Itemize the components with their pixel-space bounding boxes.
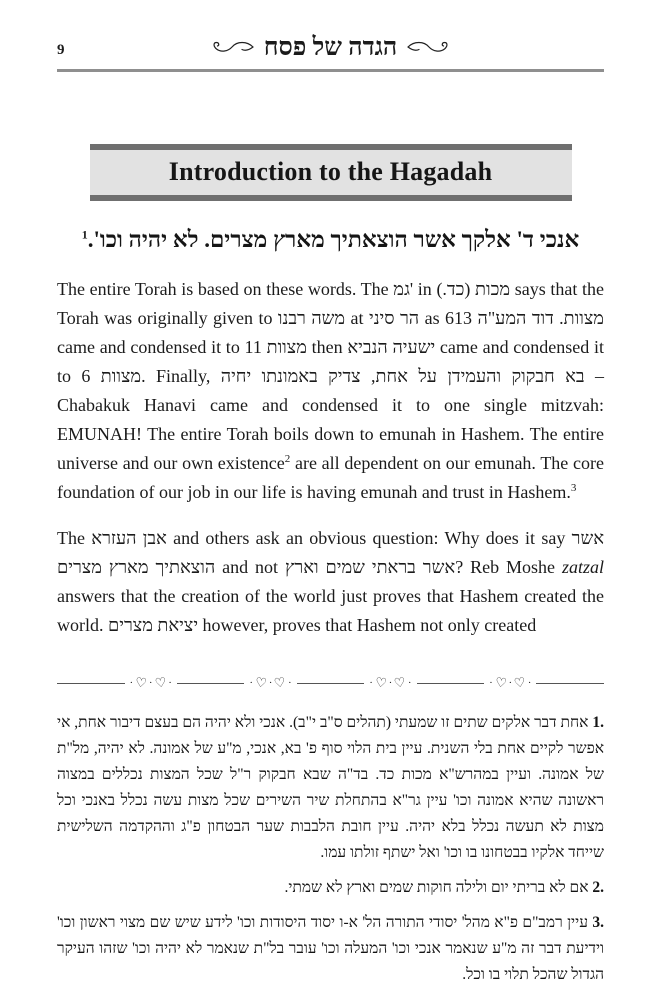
divider-line bbox=[417, 683, 485, 684]
header-title: הגדה של פסח bbox=[263, 34, 398, 61]
dot-icon: · bbox=[527, 676, 532, 689]
dot-icon: · bbox=[268, 676, 273, 689]
divider-line bbox=[536, 683, 604, 684]
section-title-box bbox=[90, 144, 572, 201]
dot-icon: · bbox=[249, 676, 254, 689]
heart-ornament-icon: ♡ bbox=[493, 674, 508, 692]
dot-icon: · bbox=[288, 676, 292, 689]
body-paragraph-1 bbox=[57, 275, 604, 507]
divider-line bbox=[177, 683, 245, 684]
paragraph-text: The entire Torah is based on these words. The גמ' in מכות (כד.) says that the Torah was originally given to משה רבנו at הר סיני as 613 מצוות. דוד המע"ה came and condensed it to 11 מצוות then ישעיה הנביא came and condensed it to 6 מצוות. Finally, בא חבקוק והעמידן על אחת, צדיק באמונתו יחיה – Chabakuk Hanavi came and condensed it to one single mitzvah: EMUNAH! The entire Torah boils down to emunah in Hashem. The entire universe and our own existence bbox=[57, 278, 605, 473]
footnote-number: 1. bbox=[592, 713, 604, 731]
heart-ornament-icon: ♡ bbox=[254, 674, 268, 692]
footnote-ref-2: 2 bbox=[284, 452, 291, 465]
title-box-bottom-bar bbox=[90, 195, 572, 201]
flourish-swirl-icon bbox=[209, 39, 255, 56]
footnote-number: 3. bbox=[592, 913, 604, 931]
ornament-group bbox=[125, 674, 177, 692]
heart-ornament-icon: ♡ bbox=[373, 674, 388, 692]
dot-icon: · bbox=[168, 676, 172, 689]
header-rule bbox=[57, 69, 604, 72]
dot-icon: · bbox=[388, 676, 393, 689]
dot-icon: · bbox=[407, 676, 412, 689]
dot-icon: · bbox=[129, 676, 134, 689]
paragraph-text: are all dependent on our emunah. The core foundation of our job in our life is having emunah and trust in Hashem. bbox=[57, 452, 604, 502]
dot-icon: · bbox=[148, 676, 153, 689]
footnote-1 bbox=[57, 710, 604, 866]
divider-line bbox=[57, 683, 125, 684]
footnote-3 bbox=[57, 910, 604, 988]
heart-ornament-icon: ♡ bbox=[513, 674, 527, 692]
dot-icon: · bbox=[489, 676, 493, 689]
zatzal-italic: zatzal bbox=[561, 556, 604, 577]
dot-icon: · bbox=[369, 676, 373, 689]
paragraph-text: answers that the creation of the world just proves that Hashem created the world. יציאת מצרים however, proves that Hashem not only created bbox=[57, 585, 604, 635]
heart-ornament-icon: ♡ bbox=[273, 674, 288, 692]
footnote-text: אם לא בריתי יום ולילה חוקות שמים וארץ לא שמתי. bbox=[284, 878, 589, 896]
ornament-group bbox=[364, 674, 416, 692]
flourish-swirl-icon bbox=[406, 39, 452, 56]
paragraph-text: The אבן העזרא and others ask an obvious question: Why does it say אשר הוצאתיך מארץ מצרים and not אשר בראתי שמים וארץ? Reb Moshe bbox=[57, 527, 605, 577]
footnote-ref-3: 3 bbox=[570, 481, 577, 494]
dot-icon: · bbox=[508, 676, 513, 689]
heart-ornament-icon: ♡ bbox=[134, 674, 148, 692]
footnote-divider bbox=[57, 674, 604, 692]
header-title-row bbox=[0, 34, 661, 62]
heart-ornament-icon: ♡ bbox=[153, 674, 168, 692]
ornament-group bbox=[484, 674, 536, 692]
verse-text: אנכי ד' אלקך אשר הוצאתיך מארץ מצרים. לא יהיה וכו'. bbox=[87, 226, 580, 252]
footnote-text: עיין רמב"ם פ"א מהל' יסודי התורה הל' א-ו יסוד היסודות וכו' לידע שיש שם מצוי ראשון וכו' וידיעת דבר זה מ"ע שנאמר אנכי וכו' המעלה וכו' עובר בל"ת שנאמר לא יהיה וכו' שזהו העיקר הגדול שהכל תלוי בו וכל. bbox=[57, 913, 604, 983]
section-title: Introduction to the Hagadah bbox=[168, 156, 493, 186]
heart-ornament-icon: ♡ bbox=[393, 674, 407, 692]
body-text bbox=[57, 275, 604, 640]
verse-heading bbox=[57, 227, 604, 253]
divider-line bbox=[297, 683, 365, 684]
ornament-group bbox=[244, 674, 296, 692]
page-number: 9 bbox=[57, 42, 65, 58]
body-paragraph-2 bbox=[57, 524, 604, 640]
page-header bbox=[0, 0, 661, 62]
footnote-text: אחת דבר אלקים שתים זו שמעתי (תהלים ס"ב י"ב). אנכי ולא יהיה הם בעצם דיבור אחת, אי אפשר לקיים אחת בלי השנית. עיין בית הלוי סוף פ' בא, אנכי, מ"ע של אמונה. לא יהיה, מל"ת של אמונה. ועיין במהרש"א מכות כד. בד"ה שבא חבקוק ר"ל שכל המצות נכללים במצוה ראשונה שהיא אמונה וכו' עיין גר"א בהתחלת שיר השירים שכל מצות עשה נכלל באנכי וכל מצות לא תעשה נכלל בלא יהיה. עיין חובת הלבבות שער הבטחון פ"ג וההקדמה השלישית שייחד אלקיו בבטחונו בו וכו' ואל ישתף זולתו עמו. bbox=[57, 713, 604, 861]
footnote-2 bbox=[57, 875, 604, 901]
verse-footnote-ref: 1 bbox=[81, 226, 88, 241]
footnotes-section bbox=[57, 710, 604, 988]
footnote-number: 2. bbox=[592, 878, 604, 896]
